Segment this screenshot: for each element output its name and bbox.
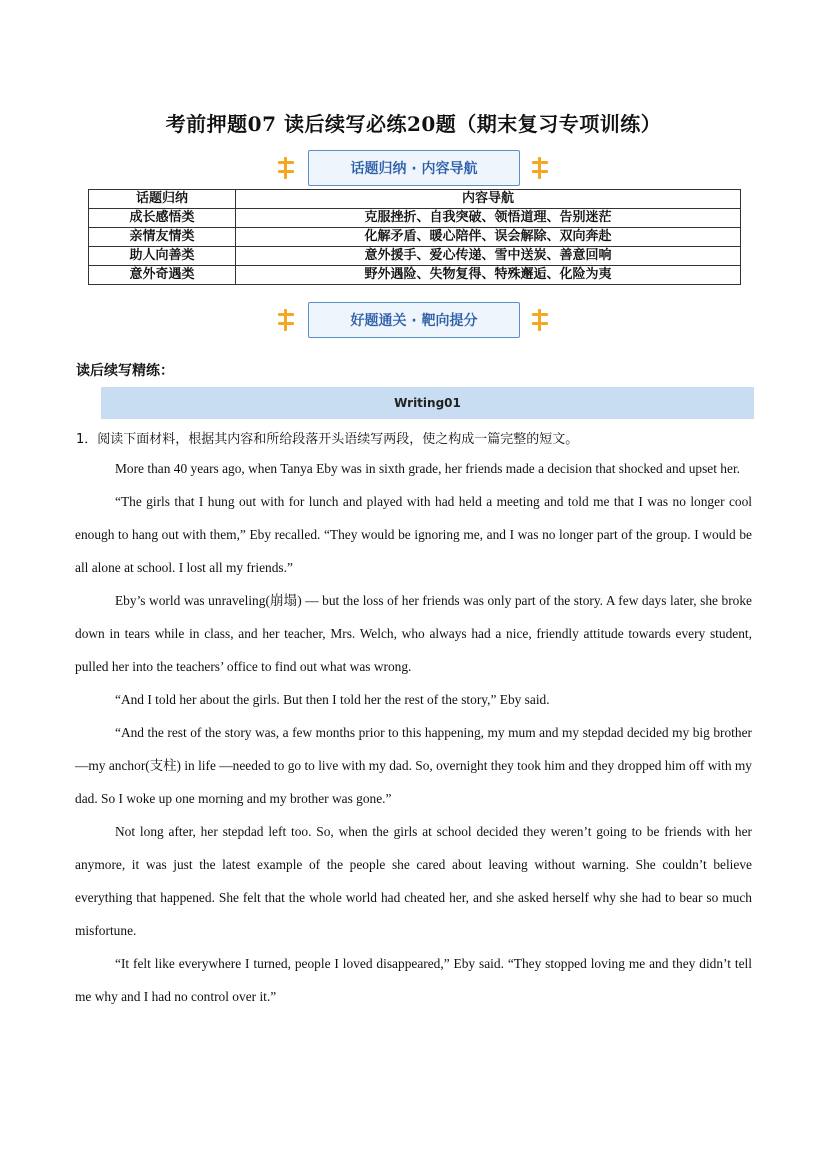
table-row [89,209,741,228]
table-cell: 化解矛盾、暖心陪伴、误会解除、双向奔赴 [236,228,741,247]
left-decoration-icon [278,159,294,177]
table-header-row [89,190,741,209]
table-cell: 克服挫折、自我突破、领悟道理、告别迷茫 [236,209,741,228]
table-cell: 意外奇遇类 [89,266,236,285]
paragraph: More than 40 years ago, when Tanya Eby was in sixth grade, her friends made a decision that shocked and upset her. [115,461,741,476]
instruction-text: 1．阅读下面材料，根据其内容和所给段落开头语续写两段，使之构成一篇完整的短文。 [76,432,579,447]
page-title: 考前押题07 读后续写必练20题（期末复习专项训练） [165,112,662,136]
passage [75,452,752,1013]
right-decoration-icon [532,311,548,329]
practice-banner-label: 好题通关 · 靶向提分 [350,313,478,329]
table-cell: 助人向善类 [89,247,236,266]
table-row [89,247,741,266]
paragraph: “It felt like everywhere I turned, people I loved disappeared,” Eby said. “They stopped loving me and they didn’t tell me why and I had no control over it.” [75,956,752,1004]
table-row [89,228,741,247]
right-decoration-icon [532,159,548,177]
table-row [89,266,741,285]
table-cell: 意外援手、爱心传递、雪中送炭、善意回响 [236,247,741,266]
topic-nav-banner [308,150,520,186]
table-cell: 成长感悟类 [89,209,236,228]
section-label: 读后续写精练： [76,363,174,379]
paragraph: “And I told her about the girls. But then I told her the rest of the story,” Eby said. [115,692,550,707]
table-header-topic: 话题归纳 [89,190,236,209]
topic-nav-banner-label: 话题归纳 · 内容导航 [350,161,478,177]
table-cell: 野外遇险、失物复得、特殊邂逅、化险为夷 [236,266,741,285]
practice-banner [308,302,520,338]
paragraph: Not long after, her stepdad left too. So, when the girls at school decided they weren’t going to be friends with her anymore, it was just the latest example of the people she cared about leaving without warning. She couldn’t believe everything that happened. She felt that the whole world had cheated her, and she asked herself why she had to bear so much misfortune. [75,824,752,938]
paragraph: “The girls that I hung out with for lunch and played with had held a meeting and told me that I was no longer cool enough to hang out with them,” Eby recalled. “They would be ignoring me, and I was no longer part of the group. I would be all alone at school. I lost all my friends.” [75,494,752,575]
writing-header [101,387,754,419]
table-cell: 亲情友情类 [89,228,236,247]
left-decoration-icon [278,311,294,329]
writing-title: Writing01 [394,396,461,410]
paragraph: Eby’s world was unraveling(崩塌) — but the loss of her friends was only part of the story. A few days later, she broke down in tears while in class, and her teacher, Mrs. Welch, who always had a nice, friendly attitude towards every student, pulled her into the teachers’ office to find out what was wrong. [75,593,752,674]
table-header-content: 内容导航 [236,190,741,209]
topic-table [88,189,741,285]
paragraph: “And the rest of the story was, a few months prior to this happening, my mum and my stepdad decided my big brother—my anchor(支柱) in life —needed to go to live with my dad. So, overnight they took him and they dropped him off with my dad. So I woke up one morning and my brother was gone.” [75,725,752,806]
